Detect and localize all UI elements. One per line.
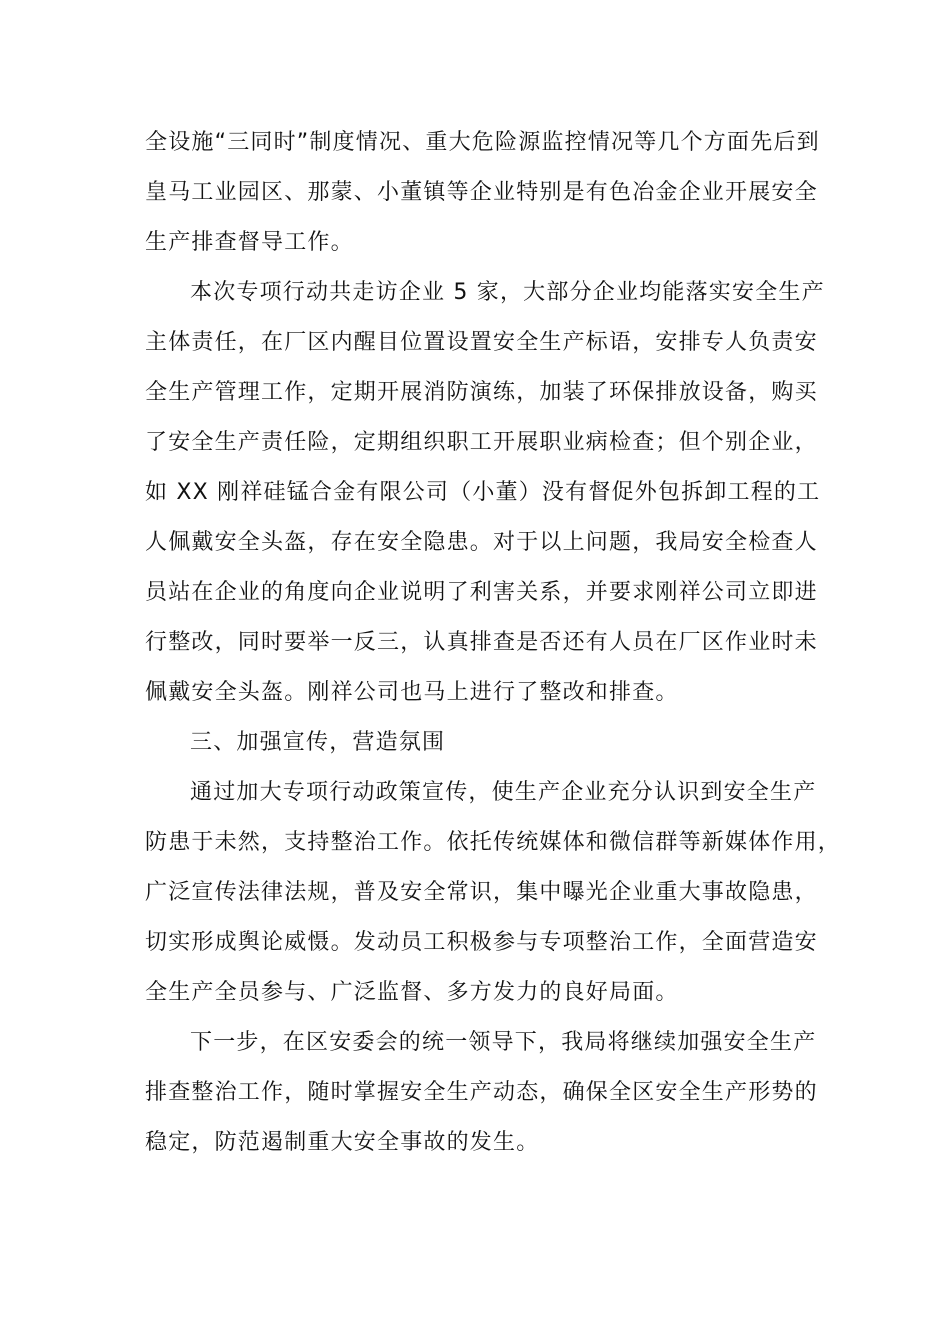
section-heading: 三、加强宣传，营造氛围 (190, 730, 446, 755)
text-line: 员站在企业的角度向企业说明了利害关系，并要求刚祥公司立即进 (145, 580, 818, 605)
text-line: 皇马工业园区、那蒙、小董镇等企业特别是有色冶金企业开展安全 (145, 180, 818, 205)
text-line: 切实形成舆论威慑。发动员工积极参与专项整治工作，全面营造安 (145, 930, 818, 955)
paragraph-first-line: 本次专项行动共走访企业 5 家，大部分企业均能落实安全生产 (190, 280, 825, 305)
paragraph-first-line: 通过加大专项行动政策宣传，使生产企业充分认识到安全生产 (190, 780, 817, 805)
text-line: 稳定，防范遏制重大安全事故的发生。 (145, 1130, 540, 1155)
text-line: 排查整治工作，随时掌握安全生产动态，确保全区安全生产形势的 (145, 1080, 818, 1105)
text-line: 全生产全员参与、广泛监督、多方发力的良好局面。 (145, 980, 679, 1005)
text-line: 了安全生产责任险，定期组织职工开展职业病检查；但个别企业， (145, 430, 818, 455)
text-line: 全设施“三同时”制度情况、重大危险源监控情况等几个方面先后到 (145, 130, 820, 155)
text-line: 全生产管理工作，定期开展消防演练，加装了环保排放设备，购买 (145, 380, 818, 405)
text-line: 主体责任，在厂区内醒目位置设置安全生产标语，安排专人负责安 (145, 330, 818, 355)
text-line: 广泛宣传法律法规，普及安全常识，集中曝光企业重大事故隐患， (145, 880, 818, 905)
paragraph-first-line: 下一步，在区安委会的统一领导下，我局将继续加强安全生产 (190, 1030, 817, 1055)
text-line: 佩戴安全头盔。刚祥公司也马上进行了整改和排查。 (145, 680, 679, 705)
text-line: 如 XX 刚祥硅锰合金有限公司（小董）没有督促外包拆卸工程的工 (145, 480, 821, 505)
text-line: 防患于未然，支持整治工作。依托传统媒体和微信群等新媒体作用， (145, 830, 842, 855)
text-line: 人佩戴安全头盔，存在安全隐患。对于以上问题，我局安全检查人 (145, 530, 818, 555)
text-line: 行整改，同时要举一反三，认真排查是否还有人员在厂区作业时未 (145, 630, 818, 655)
text-line: 生产排查督导工作。 (145, 230, 354, 255)
